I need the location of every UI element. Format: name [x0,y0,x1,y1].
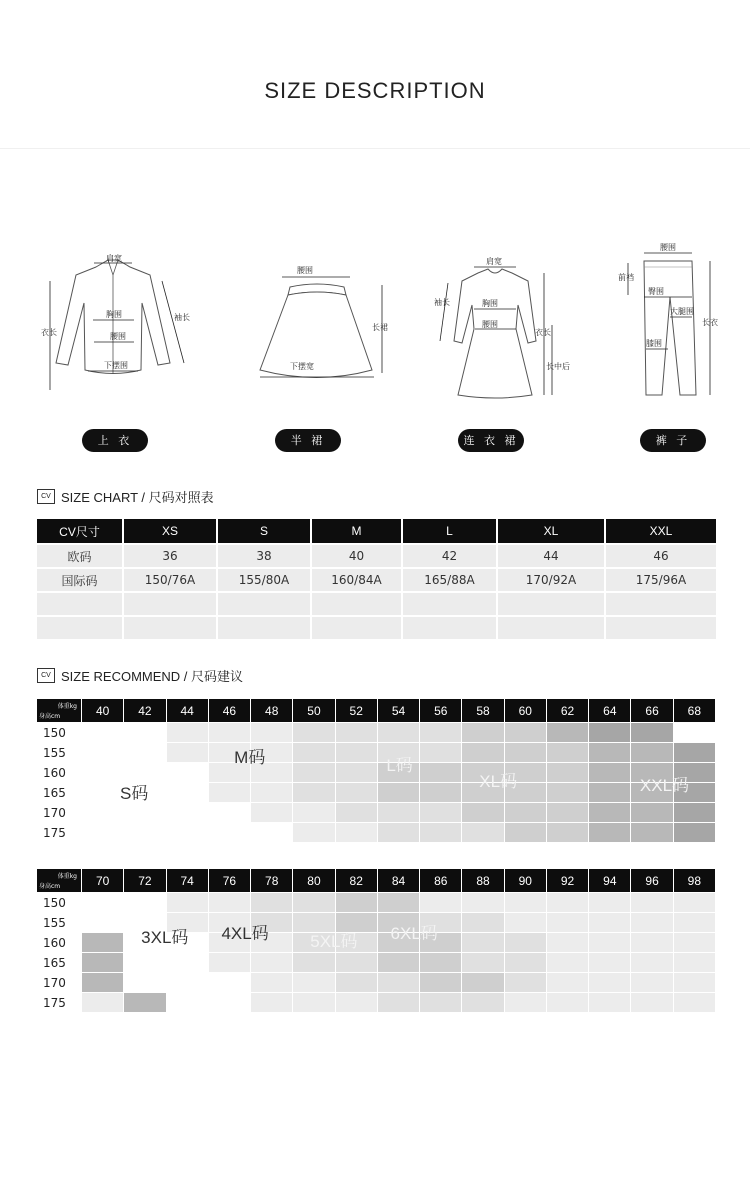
recommend-1-cell [674,803,716,823]
shirt-hem-label: 下摆围 [104,361,128,370]
weight-header-cell: 82 [336,869,378,893]
size-chart-title: SIZE CHART / 尺码对照表 [61,489,214,505]
weight-header-cell: 92 [547,869,589,893]
table-cell: 155/80A [217,568,311,592]
height-row-label: 170 [37,803,82,823]
recommend-2-cell [547,953,589,973]
recommend-1-cell [336,763,378,783]
recommend-1-cell [336,723,378,743]
table-row [37,616,716,639]
weight-header-cell: 66 [631,699,673,723]
skirt-illustration [242,245,392,395]
recommend-1-cell [124,743,166,763]
weight-header-cell: 46 [209,699,251,723]
recommend-1-cell [462,823,504,843]
recommend-1-cell [293,803,335,823]
recommend-1-cell [82,823,124,843]
recommend-1-cell [631,743,673,763]
recommend-2-cell [462,893,504,913]
recommend-1-cell [589,723,631,743]
recommend-2-cell [251,993,293,1013]
recommend-2-cell [589,973,631,993]
recommend-2-cell [674,953,716,973]
skirt-diagram [242,245,392,395]
table-cell: 38 [217,544,311,568]
recommend-2-cell [124,973,166,993]
table-cell [37,592,123,616]
recommend-1-cell [589,823,631,843]
corner-height-label: 身高cm [39,883,61,890]
weight-header-cell: 70 [82,869,124,893]
recommend-2-cell [505,973,547,993]
pants-diagram [600,245,750,395]
recommend-2-cell [462,993,504,1013]
header-cell: XS [123,519,217,544]
recommend-1-cell [378,823,420,843]
recommend-1-cell [420,763,462,783]
size-zone-label: L码 [386,756,413,775]
recommend-2-cell [378,953,420,973]
grid-corner [37,699,82,723]
recommend-1-cell [420,823,462,843]
recommend-2-cell [124,953,166,973]
weight-header-cell: 86 [420,869,462,893]
recommend-2-cell [420,953,462,973]
recommend-1-cell [251,783,293,803]
recommend-2-cell [547,993,589,1013]
recommend-1-cell [293,763,335,783]
dress-illustration [420,245,570,395]
table-cell: 44 [497,544,605,568]
grid-corner [37,869,82,893]
recommend-1-cell [251,803,293,823]
weight-header-cell: 72 [124,869,166,893]
cv-logo-icon: CV [37,489,55,504]
table-cell [402,592,497,616]
weight-header-cell: 88 [462,869,504,893]
recommend-1-cell [82,723,124,743]
table-cell: 42 [402,544,497,568]
table-row [37,592,716,616]
weight-header-cell: 42 [124,699,166,723]
recommend-1-cell [631,803,673,823]
recommend-1-cell [462,743,504,763]
weight-header-cell: 74 [167,869,209,893]
weight-header-cell: 40 [82,699,124,723]
recommend-2-cell [336,973,378,993]
pants-thigh-label: 大腿围 [670,307,694,316]
size-zone-label: S码 [120,784,149,803]
recommend-1-cell [378,783,420,803]
recommend-1-cell [674,823,716,843]
recommend-2-cell [462,933,504,953]
recommend-1-cell [82,743,124,763]
table-cell: 165/88A [402,568,497,592]
recommend-2-cell [631,973,673,993]
recommend-2-cell [378,993,420,1013]
recommend-1-cell [167,823,209,843]
header-cell: S [217,519,311,544]
tag-dress[interactable]: 连 衣 裙 [458,429,524,452]
recommend-1-cell [167,803,209,823]
shirt-length-label: 衣长 [41,328,57,337]
weight-header-cell: 44 [167,699,209,723]
recommend-2-cell [378,973,420,993]
table-cell: 160/84A [311,568,402,592]
recommend-2-cell [336,993,378,1013]
recommend-2-cell [167,893,209,913]
recommend-1-cell [547,723,589,743]
recommend-2-cell [589,893,631,913]
recommend-2-cell [589,993,631,1013]
header-divider [0,148,750,149]
corner-weight-label: 体重kg [57,703,77,710]
recommend-2-cell [462,913,504,933]
recommend-1-cell [420,803,462,823]
tag-top[interactable]: 上 衣 [82,429,148,452]
recommend-1-cell [293,743,335,763]
recommend-1-cell [631,823,673,843]
header-cell: CV尺寸 [37,519,123,544]
recommend-2-cell [462,953,504,973]
recommend-2-cell [674,913,716,933]
table-cell [311,592,402,616]
recommend-1-cell [589,783,631,803]
weight-header-cell: 98 [674,869,716,893]
recommend-2-cell [82,953,124,973]
recommend-2-cell [674,993,716,1013]
recommend-2-cell [589,933,631,953]
corner-height-label: 身高cm [39,713,61,720]
size-recommend-title: SIZE RECOMMEND / 尺码建议 [61,668,244,684]
table-cell [123,616,217,639]
recommend-2-cell [293,993,335,1013]
weight-header-cell: 56 [420,699,462,723]
recommend-1-cell [462,803,504,823]
recommend-1-cell [293,823,335,843]
dress-chest-label: 胸围 [482,299,498,308]
recommend-2-cell [674,893,716,913]
size-zone-label: M码 [234,748,266,767]
weight-header-cell: 68 [674,699,716,723]
weight-header-cell: 90 [505,869,547,893]
height-row-label: 170 [37,973,82,993]
table-row [37,568,716,592]
weight-header-cell: 64 [589,699,631,723]
table-cell: 150/76A [123,568,217,592]
recommend-1-cell [124,723,166,743]
pants-waist-label: 腰围 [660,243,676,252]
dress-length-label: 衣长 [535,328,551,337]
recommend-1-cell [547,823,589,843]
recommend-2-cell [674,973,716,993]
recommend-1-cell [589,763,631,783]
recommend-2-cell [631,933,673,953]
recommend-1-cell [293,723,335,743]
table-cell [605,616,716,639]
recommend-2-cell [209,953,251,973]
recommend-1-cell [209,783,251,803]
header-cell: XXL [605,519,716,544]
shirt-sleeve-label: 袖长 [174,313,190,322]
shirt-diagram [38,245,188,395]
dress-waist-label: 腰围 [482,320,498,329]
pants-knee-label: 膝围 [646,339,662,348]
recommend-2-cell [82,913,124,933]
recommend-2-cell [293,953,335,973]
size-chart-table [37,519,716,639]
size-chart-heading [37,487,214,505]
recommend-2-cell [505,993,547,1013]
table-cell [123,592,217,616]
recommend-1-cell [631,723,673,743]
recommend-1-cell [167,723,209,743]
recommend-2-cell [505,913,547,933]
recommend-2-cell [124,993,166,1013]
table-cell [217,616,311,639]
recommend-1-cell [589,803,631,823]
table-cell [497,592,605,616]
recommend-2-cell [82,973,124,993]
weight-header-cell: 96 [631,869,673,893]
weight-header-cell: 48 [251,699,293,723]
recommend-1-cell [209,723,251,743]
recommend-2-cell [82,893,124,913]
table-cell: 40 [311,544,402,568]
recommend-1-cell [462,723,504,743]
height-row-label: 160 [37,933,82,953]
weight-header-cell: 78 [251,869,293,893]
table-row [37,544,716,568]
recommend-2-cell [420,993,462,1013]
pants-rise-label: 前裆 [618,273,634,282]
recommend-2-cell [251,893,293,913]
height-row-label: 165 [37,953,82,973]
table-cell: 36 [123,544,217,568]
recommend-2-cell [631,913,673,933]
table-cell: 170/92A [497,568,605,592]
cv-logo-icon: CV [37,668,55,683]
height-row-label: 175 [37,823,82,843]
shirt-waist-label: 腰围 [110,332,126,341]
recommend-2-cell [505,933,547,953]
weight-header-cell: 50 [293,699,335,723]
size-zone-label: 3XL码 [141,928,189,947]
recommend-2-cell [547,913,589,933]
dress-diagram [420,245,570,395]
recommend-1-cell [674,723,716,743]
recommend-2-cell [293,973,335,993]
recommend-2-cell [631,993,673,1013]
weight-header-cell: 84 [378,869,420,893]
recommend-1-cell [420,783,462,803]
recommend-2-cell [293,893,335,913]
recommend-1-cell [82,783,124,803]
shirt-illustration [38,245,188,395]
size-zone-label: 5XL码 [310,932,358,951]
header-cell: M [311,519,402,544]
pants-length-label: 长衣 [702,318,718,327]
recommend-1-cell [378,723,420,743]
recommend-2-cell [209,973,251,993]
recommend-1-cell [505,743,547,763]
recommend-1-cell [674,743,716,763]
recommend-1-cell [336,823,378,843]
recommend-2-cell [547,933,589,953]
recommend-1-cell [336,803,378,823]
recommend-2-cell [167,993,209,1013]
dress-mid-label: 长中后 [546,362,570,371]
weight-header-cell: 52 [336,699,378,723]
recommend-1-cell [124,823,166,843]
header-cell: L [402,519,497,544]
recommend-1-cell [547,743,589,763]
height-row-label: 150 [37,723,82,743]
recommend-1-cell [293,783,335,803]
recommend-2-cell [589,913,631,933]
recommend-1-cell [124,803,166,823]
recommend-1-cell [209,803,251,823]
recommend-2-cell [589,953,631,973]
table-cell [217,592,311,616]
recommend-1-cell [589,743,631,763]
weight-header-cell: 80 [293,869,335,893]
size-zone-label: XXL码 [639,776,690,795]
size-zone-label: XL码 [479,772,518,791]
table-cell [311,616,402,639]
weight-header-cell: 76 [209,869,251,893]
size-recommend-heading [37,666,243,684]
skirt-hem-label: 下摆宽 [290,362,314,371]
shirt-chest-label: 胸围 [106,310,122,319]
recommend-2-cell [209,993,251,1013]
table-cell [402,616,497,639]
size-zone-label: 4XL码 [221,924,269,943]
recommend-2-cell [82,993,124,1013]
recommend-2-cell [378,893,420,913]
page-title: SIZE DESCRIPTION [264,78,486,103]
recommend-1-cell [505,723,547,743]
recommend-1-cell [251,823,293,843]
recommend-2-cell [124,893,166,913]
recommend-2-cell [674,933,716,953]
weight-header-cell: 54 [378,699,420,723]
pants-illustration [600,245,750,395]
weight-header-cell: 94 [589,869,631,893]
header-cell: XL [497,519,605,544]
recommend-2-cell [547,893,589,913]
recommend-2-cell [505,893,547,913]
corner-weight-label: 体重kg [57,873,77,880]
tag-skirt[interactable]: 半 裙 [275,429,341,452]
recommend-2-cell [251,973,293,993]
table-cell: 175/96A [605,568,716,592]
recommend-1-cell [82,763,124,783]
recommend-1-cell [251,723,293,743]
height-row-label: 160 [37,763,82,783]
recommend-2-cell [336,893,378,913]
recommend-1-cell [209,823,251,843]
recommend-1-cell [505,823,547,843]
recommend-2-cell [547,973,589,993]
weight-header-cell: 62 [547,699,589,723]
recommend-2-cell [251,953,293,973]
recommend-2-cell [167,973,209,993]
recommend-1-cell [378,803,420,823]
height-row-label: 150 [37,893,82,913]
table-cell [605,592,716,616]
recommend-1-cell [167,763,209,783]
recommend-1-cell [336,783,378,803]
weight-header-cell: 60 [505,699,547,723]
weight-header-cell: 58 [462,699,504,723]
recommend-1-cell [420,723,462,743]
recommend-2-cell [505,953,547,973]
dress-sleeve-label: 袖长 [434,298,450,307]
recommend-1-cell [336,743,378,763]
table-cell: 国际码 [37,568,123,592]
recommend-2-cell [462,973,504,993]
recommend-2-cell [167,953,209,973]
recommend-2-cell [420,893,462,913]
recommend-2-cell [336,953,378,973]
size-recommend-table-1 [37,699,716,845]
table-cell: 46 [605,544,716,568]
table-cell [37,616,123,639]
recommend-1-cell [420,743,462,763]
recommend-2-cell [82,933,124,953]
size-chart-header-row [37,519,716,544]
shirt-shoulder-label: 肩宽 [106,254,122,263]
recommend-1-cell [82,803,124,823]
recommend-2-cell [631,893,673,913]
height-row-label: 165 [37,783,82,803]
recommend-1-cell [167,743,209,763]
recommend-2-cell [420,973,462,993]
size-zone-label: 6XL码 [390,924,438,943]
height-row-label: 155 [37,743,82,763]
recommend-1-cell [547,803,589,823]
tag-pants[interactable]: 裤 子 [640,429,706,452]
dress-shoulder-label: 肩宽 [486,257,502,266]
table-cell: 欧码 [37,544,123,568]
skirt-waist-label: 腰围 [297,266,313,275]
pants-hip-label: 臀围 [648,287,664,296]
recommend-1-cell [547,783,589,803]
recommend-1-cell [547,763,589,783]
size-recommend-table-2 [37,869,716,1015]
recommend-1-cell [505,803,547,823]
skirt-length-label: 长裙 [372,323,388,332]
table-cell [497,616,605,639]
recommend-2-cell [631,953,673,973]
recommend-2-cell [209,893,251,913]
height-row-label: 175 [37,993,82,1013]
height-row-label: 155 [37,913,82,933]
recommend-1-cell [167,783,209,803]
